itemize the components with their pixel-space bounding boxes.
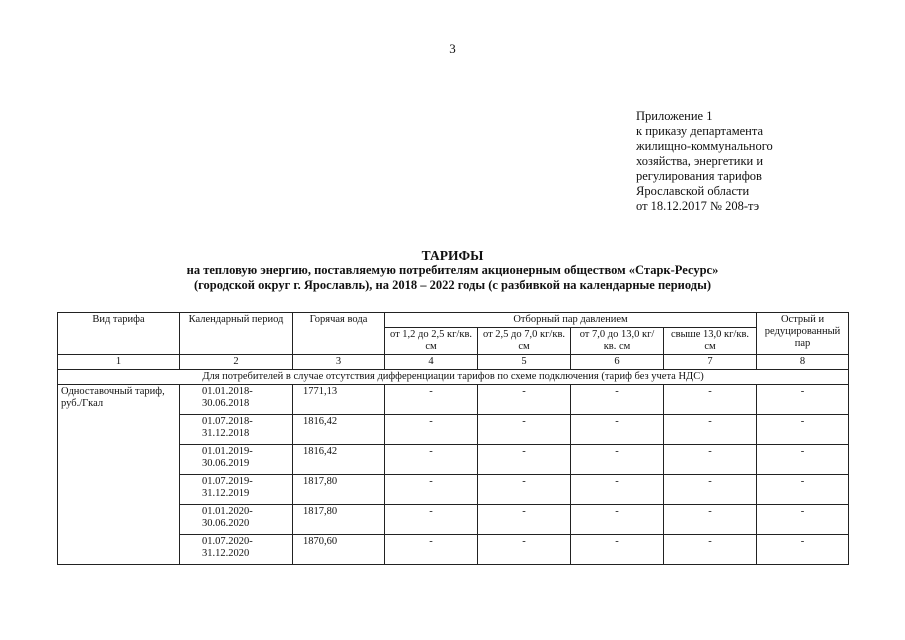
steam-2-cell: - xyxy=(478,415,571,445)
header-sharp-steam: Острый и редуцированный пар xyxy=(757,313,849,355)
steam-4-cell: - xyxy=(664,535,757,565)
sharp-steam-cell: - xyxy=(757,415,849,445)
header-period: Календарный период xyxy=(180,313,293,355)
steam-3-cell: - xyxy=(571,415,664,445)
appendix-line: хозяйства, энергетики и xyxy=(636,154,764,168)
steam-1-cell: - xyxy=(385,505,478,535)
period-cell: 01.01.2018-30.06.2018 xyxy=(180,385,293,415)
header-steam-4: свыше 13,0 кг/кв. см xyxy=(664,328,757,355)
steam-1-cell: - xyxy=(385,415,478,445)
sharp-steam-cell: - xyxy=(757,535,849,565)
appendix-line: регулирования тарифов xyxy=(636,169,762,183)
steam-4-cell: - xyxy=(664,415,757,445)
header-steam-1: от 1,2 до 2,5 кг/кв. см xyxy=(385,328,478,355)
appendix-line: жилищно-коммунального xyxy=(636,139,773,153)
tariff-table xyxy=(57,312,849,565)
hot-water-cell: 1817,80 xyxy=(293,475,385,505)
title-main: ТАРИФЫ xyxy=(421,248,484,263)
document-title xyxy=(0,248,905,293)
steam-3-cell: - xyxy=(571,385,664,415)
column-number: 3 xyxy=(293,355,385,370)
steam-1-cell: - xyxy=(385,475,478,505)
steam-4-cell: - xyxy=(664,445,757,475)
appendix-line: Приложение 1 xyxy=(636,109,713,123)
column-number: 6 xyxy=(571,355,664,370)
page-number: 3 xyxy=(449,41,456,56)
steam-4-cell: - xyxy=(664,475,757,505)
steam-2-cell: - xyxy=(478,475,571,505)
column-number: 1 xyxy=(58,355,180,370)
hot-water-cell: 1816,42 xyxy=(293,415,385,445)
period-cell: 01.01.2020-30.06.2020 xyxy=(180,505,293,535)
steam-4-cell: - xyxy=(664,505,757,535)
period-cell: 01.07.2019-31.12.2019 xyxy=(180,475,293,505)
hot-water-cell: 1816,42 xyxy=(293,445,385,475)
steam-2-cell: - xyxy=(478,505,571,535)
appendix-line: Ярославской области xyxy=(636,184,750,198)
steam-1-cell: - xyxy=(385,535,478,565)
header-steam-3: от 7,0 до 13,0 кг/кв. см xyxy=(571,328,664,355)
hot-water-cell: 1870,60 xyxy=(293,535,385,565)
sharp-steam-cell: - xyxy=(757,445,849,475)
column-number: 5 xyxy=(478,355,571,370)
table-row xyxy=(58,385,849,415)
header-hot-water: Горячая вода xyxy=(293,313,385,355)
column-number: 7 xyxy=(664,355,757,370)
title-line-1: на тепловую энергию, поставляемую потребителям акционерным обществом «Старк-Ресурс» xyxy=(186,263,719,277)
section-title: Для потребителей в случае отсутствия дифференциации тарифов по схеме подключения (тариф без учета НДС) xyxy=(58,370,849,385)
header-tariff-type: Вид тарифа xyxy=(58,313,180,355)
section-row xyxy=(58,370,849,385)
column-number: 4 xyxy=(385,355,478,370)
tariff-name-cell: Одноставочный тариф, руб./Гкал xyxy=(58,385,180,565)
steam-2-cell: - xyxy=(478,535,571,565)
appendix-line: к приказу департамента xyxy=(636,124,764,138)
sharp-steam-cell: - xyxy=(757,385,849,415)
hot-water-cell: 1817,80 xyxy=(293,505,385,535)
steam-2-cell: - xyxy=(478,445,571,475)
steam-4-cell: - xyxy=(664,385,757,415)
hot-water-cell: 1771,13 xyxy=(293,385,385,415)
steam-3-cell: - xyxy=(571,535,664,565)
appendix-line: от 18.12.2017 № 208-тэ xyxy=(636,199,760,213)
column-number-row xyxy=(58,355,849,370)
steam-3-cell: - xyxy=(571,505,664,535)
appendix-block xyxy=(636,109,773,214)
period-cell: 01.01.2019-30.06.2019 xyxy=(180,445,293,475)
steam-1-cell: - xyxy=(385,385,478,415)
sharp-steam-cell: - xyxy=(757,505,849,535)
header-row xyxy=(58,313,849,328)
steam-2-cell: - xyxy=(478,385,571,415)
header-steam-2: от 2,5 до 7,0 кг/кв. см xyxy=(478,328,571,355)
steam-1-cell: - xyxy=(385,445,478,475)
sharp-steam-cell: - xyxy=(757,475,849,505)
period-cell: 01.07.2020-31.12.2020 xyxy=(180,535,293,565)
steam-3-cell: - xyxy=(571,445,664,475)
steam-3-cell: - xyxy=(571,475,664,505)
column-number: 8 xyxy=(757,355,849,370)
header-steam-group: Отборный пар давлением xyxy=(385,313,757,328)
title-line-2: (городской округ г. Ярославль), на 2018 – 2022 годы (с разбивкой на календарные периоды) xyxy=(193,278,712,292)
period-cell: 01.07.2018-31.12.2018 xyxy=(180,415,293,445)
column-number: 2 xyxy=(180,355,293,370)
